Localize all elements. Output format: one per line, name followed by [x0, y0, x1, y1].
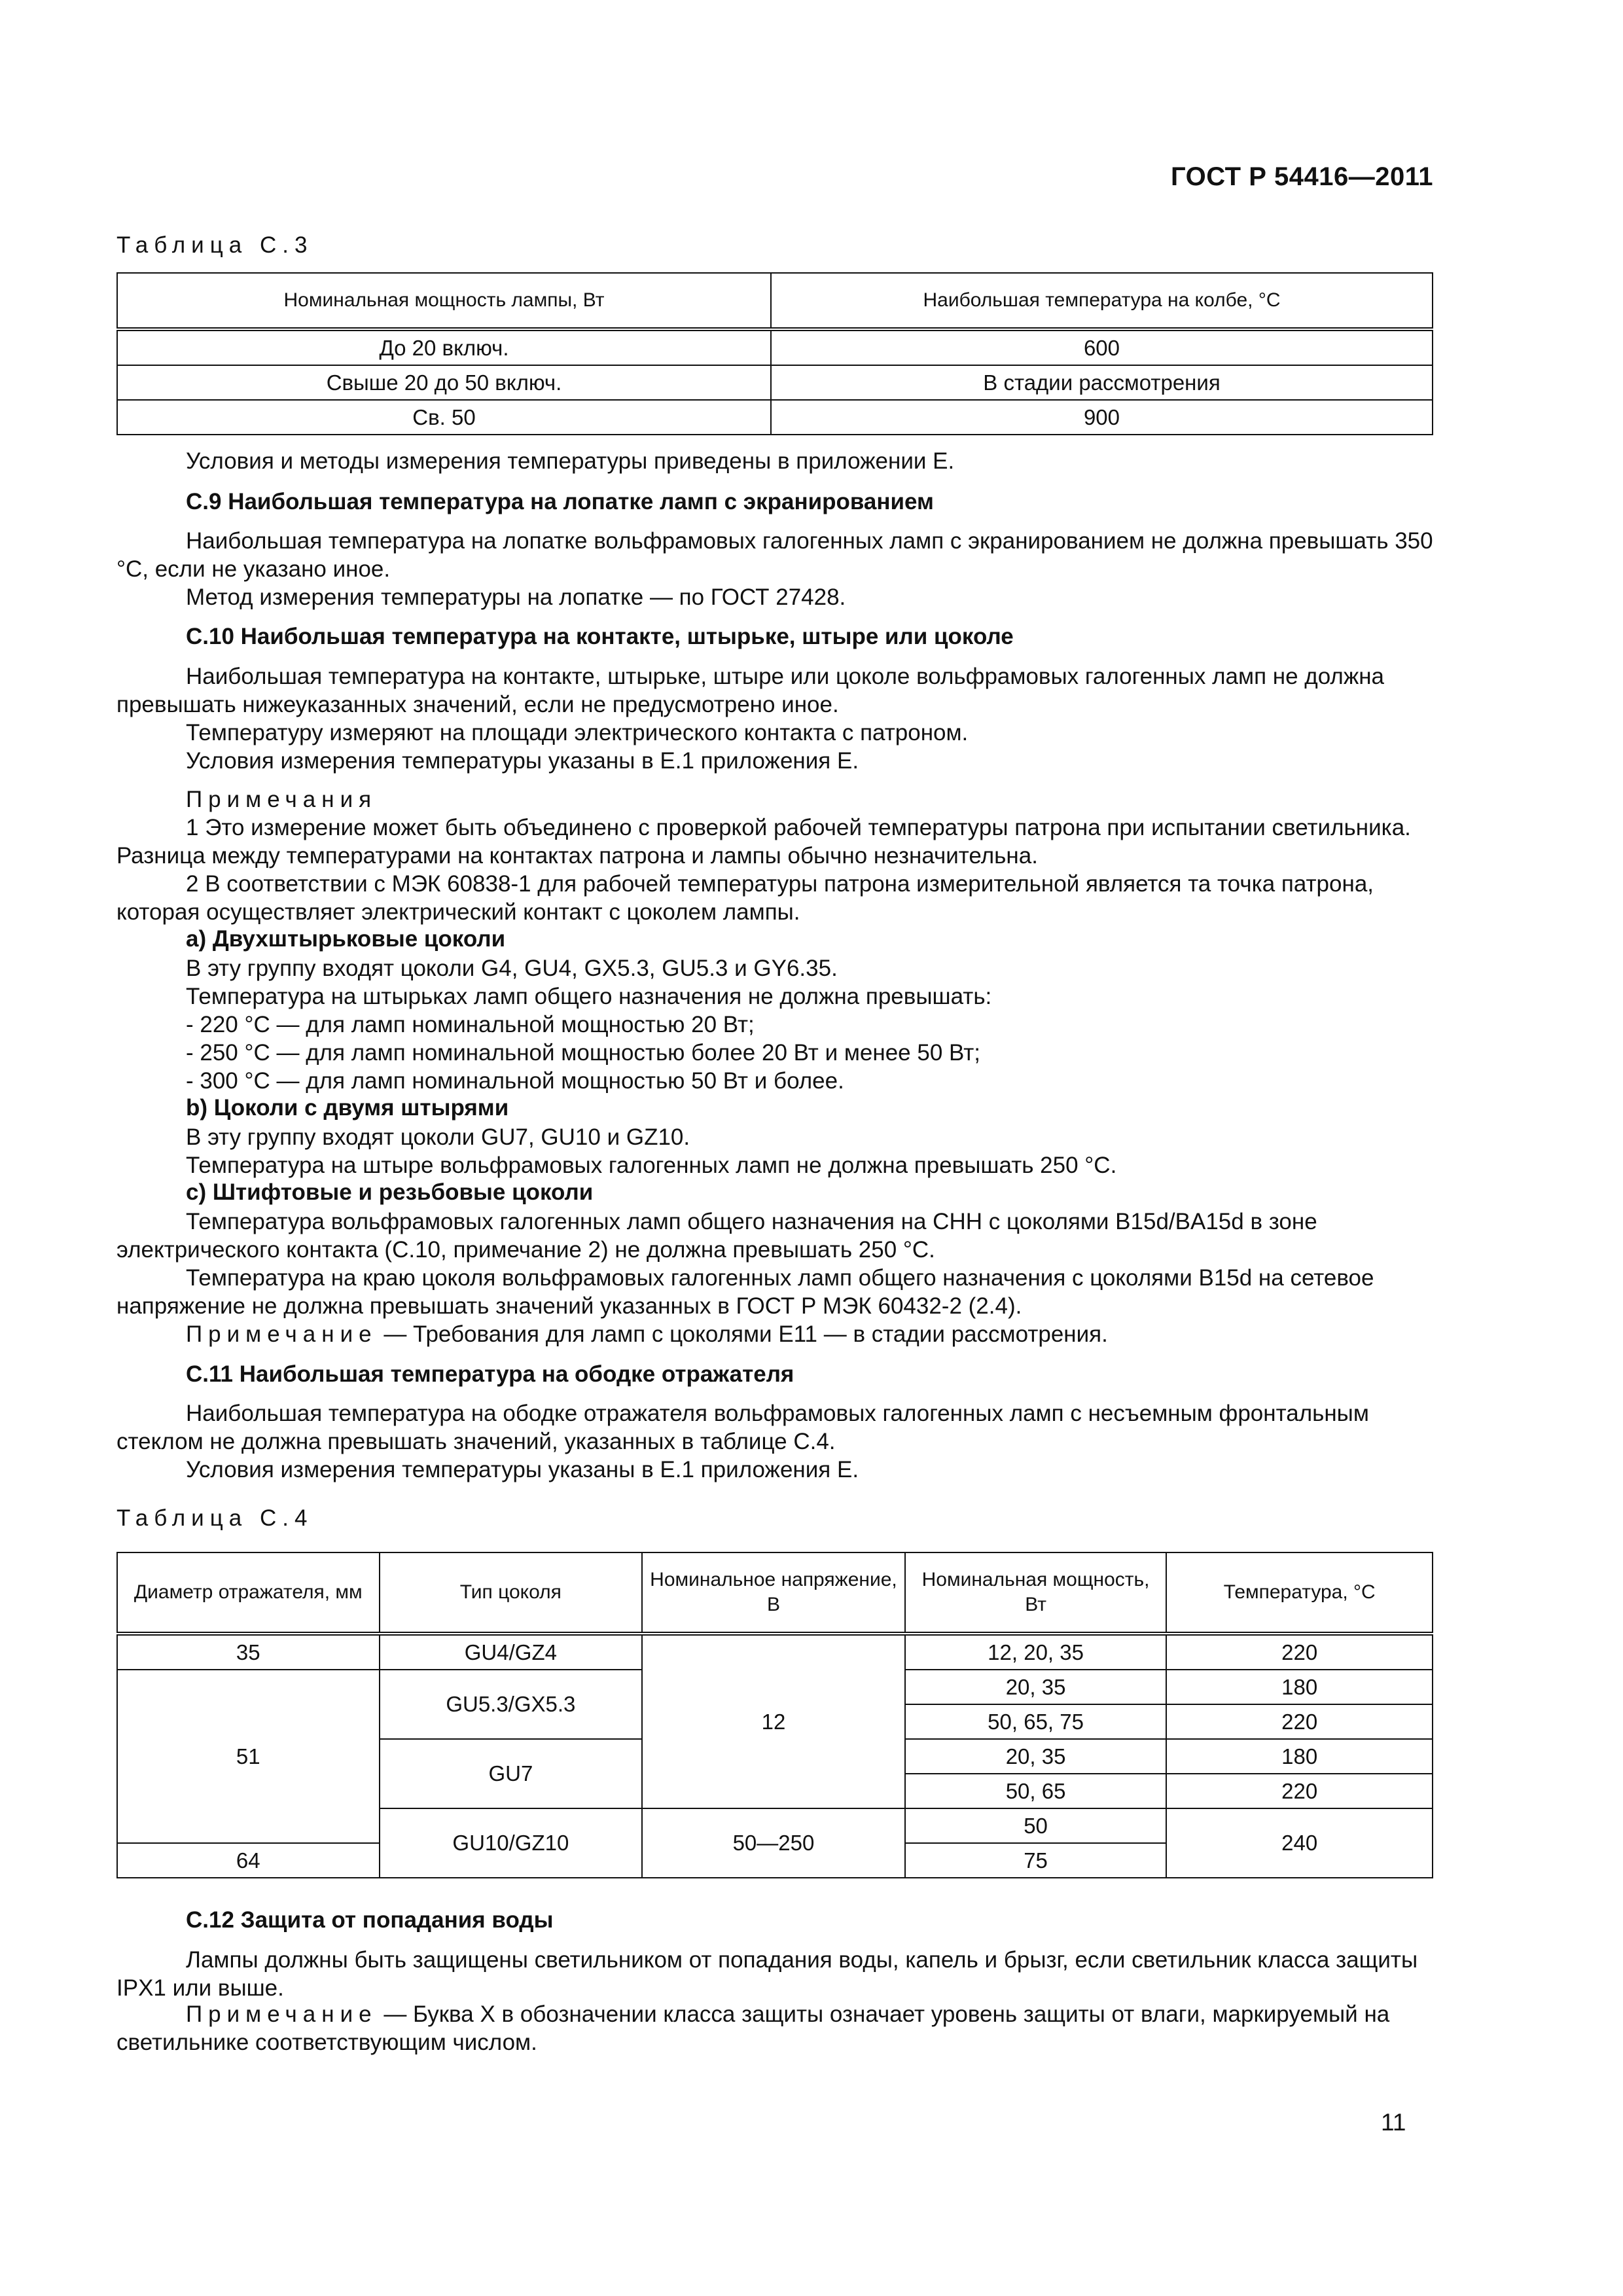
table-cell: До 20 включ.	[117, 329, 771, 365]
table-cell: 50, 65, 75	[905, 1704, 1167, 1739]
table-cell: 180	[1166, 1739, 1433, 1774]
table-cell: 220	[1166, 1774, 1433, 1808]
table-header-cell: Наибольшая температура на колбе, °С	[771, 273, 1433, 329]
table-cell: 64	[117, 1843, 380, 1878]
table-cell: 240	[1166, 1808, 1433, 1878]
table-cell: GU7	[380, 1739, 643, 1808]
table-cell: 51	[117, 1670, 380, 1843]
paragraph: Лампы должны быть защищены светильником от попадания воды, капель и брызг, если светильник класса защиты IPX1 или выше.	[116, 1947, 1418, 2001]
table-cell: 50—250	[642, 1808, 905, 1878]
table-header-cell: Номинальная мощность лампы, Вт	[117, 273, 771, 329]
table-cell: 180	[1166, 1670, 1433, 1704]
paragraph: Температура на штыре вольфрамовых галогенных ламп не должна превышать 250 °С.	[186, 1153, 1117, 1178]
table-cell: 50, 65	[905, 1774, 1167, 1808]
section-heading-c9: С.9 Наибольшая температура на лопатке ламп с экранированием	[186, 489, 934, 514]
table-cell: 20, 35	[905, 1739, 1167, 1774]
table-header-cell: Диаметр отражателя, мм	[117, 1552, 380, 1634]
note-text: — Требования для ламп с цоколями Е11 — в стадии рассмотрения.	[377, 1321, 1108, 1347]
note-label: Примечание	[186, 2001, 378, 2027]
table-c3-caption: Таблица С.3	[116, 232, 313, 258]
note: 1 Это измерение может быть объединено с проверкой рабочей температуры патрона при испытании светильника. Разница между температурами на контактах патрона и лампы обычно незначительна.	[116, 815, 1411, 869]
table-cell: Свыше 20 до 50 включ.	[117, 365, 771, 400]
table-cell: 50	[905, 1808, 1167, 1843]
table-c4	[116, 1552, 1433, 1878]
notes-title: Примечания	[186, 787, 378, 812]
paragraph: Температура на краю цоколя вольфрамовых галогенных ламп общего назначения с цоколями В15d на сетевое напряжение не должна превышать значений указанных в ГОСТ Р МЭК 60432-2 (2.4).	[116, 1265, 1374, 1319]
table-cell: 220	[1166, 1704, 1433, 1739]
paragraph: Наибольшая температура на лопатке вольфрамовых галогенных ламп с экранированием не должна превышать 350 °С, если не указано иное.	[116, 528, 1433, 582]
section-heading-c10: С.10 Наибольшая температура на контакте, штырьке, штыре или цоколе	[186, 624, 1014, 649]
table-header-row	[117, 1552, 1433, 1634]
document-id: ГОСТ Р 54416—2011	[1171, 162, 1433, 191]
list-item: - 300 °С — для ламп номинальной мощностью 50 Вт и более.	[186, 1068, 844, 1094]
paragraph: Метод измерения температуры на лопатке — по ГОСТ 27428.	[186, 584, 846, 610]
table-cell: В стадии рассмотрения	[771, 365, 1433, 400]
paragraph: Наибольшая температура на ободке отражателя вольфрамовых галогенных ламп с несъемным фронтальным стеклом не должна превышать значений, указанных в таблице С.4.	[116, 1401, 1369, 1454]
note-text: — Буква X в обозначении класса защиты означает уровень защиты от влаги, маркируемый на светильнике соответствующим числом.	[116, 2001, 1390, 2055]
note-label: Примечание	[186, 1321, 378, 1347]
paragraph: Температуру измеряют на площади электрического контакта с патроном.	[186, 720, 969, 745]
paragraph: Температура вольфрамовых галогенных ламп общего назначения на СНН с цоколями В15d/BA15d в зоне электрического контакта (С.10, примечание 2) не должна превышать 250 °С.	[116, 1209, 1317, 1263]
paragraph: Условия измерения температуры указаны в Е.1 приложения Е.	[186, 748, 859, 774]
section-heading-c11: С.11 Наибольшая температура на ободке отражателя	[186, 1361, 794, 1387]
list-item: - 220 °С — для ламп номинальной мощностью 20 Вт;	[186, 1012, 755, 1037]
table-cell: GU10/GZ10	[380, 1808, 643, 1878]
table-header-cell: Номинальное напряжение, В	[642, 1552, 905, 1634]
note	[116, 2000, 1433, 2056]
table-cell: 900	[771, 400, 1433, 435]
table-c3	[116, 272, 1433, 435]
list-item: - 250 °С — для ламп номинальной мощностью более 20 Вт и менее 50 Вт;	[186, 1040, 980, 1066]
paragraph: Температура на штырьках ламп общего назначения не должна превышать:	[186, 984, 992, 1009]
table-row	[117, 365, 1433, 400]
table-c4-caption: Таблица С.4	[116, 1505, 313, 1531]
paragraph: Наибольшая температура на контакте, штырьке, штыре или цоколе вольфрамовых галогенных ламп не должна превышать нижеуказанных значений, если не предусмотрено иное.	[116, 664, 1385, 717]
table-row	[117, 1634, 1433, 1670]
table-row	[117, 400, 1433, 435]
table-cell: GU5.3/GX5.3	[380, 1670, 643, 1739]
table-header-cell: Номинальная мощность, Вт	[905, 1552, 1167, 1634]
paragraph: Условия и методы измерения температуры приведены в приложении Е.	[186, 448, 955, 474]
table-cell: 600	[771, 329, 1433, 365]
table-cell: 75	[905, 1843, 1167, 1878]
table-cell: 12, 20, 35	[905, 1634, 1167, 1670]
section-heading-c12: С.12 Защита от попадания воды	[186, 1907, 554, 1933]
table-cell: 12	[642, 1634, 905, 1808]
table-cell: GU4/GZ4	[380, 1634, 643, 1670]
paragraph: В эту группу входят цоколи G4, GU4, GX5.3, GU5.3 и GY6.35.	[186, 956, 838, 981]
subsection-heading-c: с) Штифтовые и резьбовые цоколи	[186, 1179, 594, 1205]
table-header-row	[117, 273, 1433, 329]
table-cell: 35	[117, 1634, 380, 1670]
subsection-heading-a: а) Двухштырьковые цоколи	[186, 926, 506, 952]
note: 2 В соответствии с МЭК 60838-1 для рабочей температуры патрона измерительной является та точка патрона, которая осуществляет электрический контакт с цоколем лампы.	[116, 871, 1374, 925]
table-cell: 220	[1166, 1634, 1433, 1670]
table-row	[117, 329, 1433, 365]
table-cell: Св. 50	[117, 400, 771, 435]
paragraph: Условия измерения температуры указаны в Е.1 приложения Е.	[186, 1457, 859, 1482]
note	[116, 1320, 1433, 1348]
page-number: 11	[1381, 2109, 1406, 2136]
table-header-cell: Тип цоколя	[380, 1552, 643, 1634]
subsection-heading-b: b) Цоколи с двумя штырями	[186, 1095, 509, 1121]
table-cell: 20, 35	[905, 1670, 1167, 1704]
table-header-cell: Температура, °С	[1166, 1552, 1433, 1634]
paragraph: В эту группу входят цоколи GU7, GU10 и GZ10.	[186, 1124, 690, 1150]
